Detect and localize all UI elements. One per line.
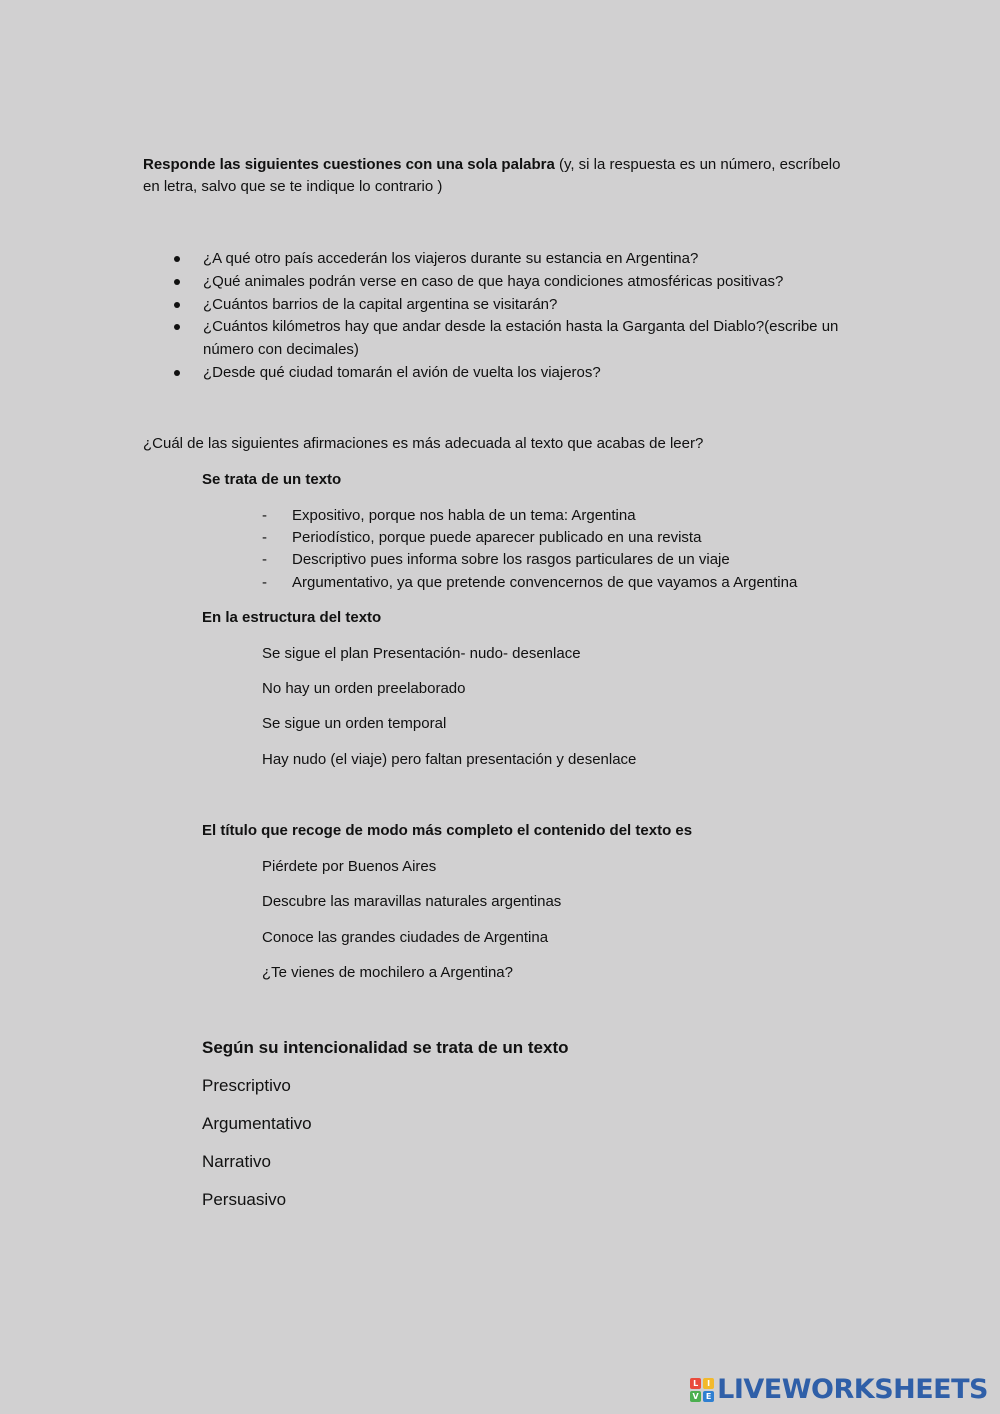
section2-options <box>260 505 797 594</box>
section4-option[interactable]: Descubre las maravillas naturales argentinas <box>262 893 562 910</box>
liveworksheets-logo <box>690 1376 988 1404</box>
question-text: ¿Desde qué ciudad tomarán el avión de vuelta los viajeros? <box>203 363 601 381</box>
section5-heading: Según su intencionalidad se trata de un texto <box>202 1038 569 1057</box>
option-text: Argumentativo, ya que pretende convencernos de que vayamos a Argentina <box>292 573 798 591</box>
section4-option[interactable]: Piérdete por Buenos Aires <box>262 858 437 875</box>
section4-option[interactable]: ¿Te vienes de mochilero a Argentina? <box>262 964 513 981</box>
question-text: ¿Cuántos barrios de la capital argentina se visitarán? <box>203 295 558 313</box>
question-item <box>172 271 852 294</box>
logo-mark-icon <box>690 1378 714 1402</box>
option-item[interactable] <box>260 549 797 571</box>
bullet-icon <box>174 302 180 308</box>
bullet-icon <box>174 256 180 262</box>
section3-heading: En la estructura del texto <box>202 609 382 626</box>
question-item <box>172 316 852 362</box>
instructions <box>143 154 853 198</box>
section3-option[interactable]: Se sigue el plan Presentación- nudo- desenlace <box>262 645 581 662</box>
question-list <box>172 248 852 385</box>
question-text: ¿A qué otro país accederán los viajeros durante su estancia en Argentina? <box>203 250 699 267</box>
logo-mark-letter: L <box>690 1378 701 1389</box>
section3-option[interactable]: Hay nudo (el viaje) pero faltan presentación y desenlace <box>262 751 637 768</box>
bullet-icon <box>174 324 180 330</box>
section5-option[interactable]: Narrativo <box>202 1152 271 1171</box>
option-item[interactable] <box>260 572 797 594</box>
section5-option[interactable]: Persuasivo <box>202 1190 287 1209</box>
bullet-icon <box>174 279 180 285</box>
section4-option[interactable]: Conoce las grandes ciudades de Argentina <box>262 929 549 946</box>
logo-text: LIVEWORKSHEETS <box>717 1374 988 1405</box>
dash-icon: - <box>262 573 267 591</box>
instructions-rest: (y, si la respuesta es un número, escríbelo en letra, salvo que se te indique lo contrario ) <box>143 156 841 195</box>
dash-icon: - <box>262 551 267 569</box>
question-item <box>172 294 852 317</box>
question-text: ¿Cuántos kilómetros hay que andar desde la estación hasta la Garganta del Diablo?(escribe un número con decimales) <box>203 318 839 359</box>
bullet-icon <box>174 370 180 376</box>
option-text: Descriptivo pues informa sobre los rasgos particulares de un viaje <box>292 551 730 569</box>
section2-heading: Se trata de un texto <box>202 471 342 488</box>
section5-option[interactable]: Prescriptivo <box>202 1076 291 1095</box>
question-item <box>172 248 852 271</box>
logo-mark-letter: V <box>690 1391 701 1402</box>
option-item[interactable] <box>260 527 797 549</box>
section3-option[interactable]: Se sigue un orden temporal <box>262 715 447 732</box>
section5-option[interactable]: Argumentativo <box>202 1114 312 1133</box>
dash-icon: - <box>262 529 267 547</box>
dash-icon: - <box>262 507 267 524</box>
section2-question: ¿Cuál de las siguientes afirmaciones es más adecuada al texto que acabas de leer? <box>143 435 704 452</box>
option-item[interactable] <box>260 505 797 527</box>
instructions-bold: Responde las siguientes cuestiones con una sola palabra <box>143 156 555 173</box>
question-text: ¿Qué animales podrán verse en caso de que haya condiciones atmosféricas positivas? <box>203 272 784 290</box>
option-text: Periodístico, porque puede aparecer publicado en una revista <box>292 529 702 547</box>
option-text: Expositivo, porque nos habla de un tema: Argentina <box>292 507 636 524</box>
question-item <box>172 362 852 385</box>
section4-heading: El título que recoge de modo más completo el contenido del texto es <box>202 822 693 839</box>
section3-option[interactable]: No hay un orden preelaborado <box>262 680 466 697</box>
logo-mark-letter: E <box>703 1391 714 1402</box>
logo-mark-letter: I <box>703 1378 714 1389</box>
